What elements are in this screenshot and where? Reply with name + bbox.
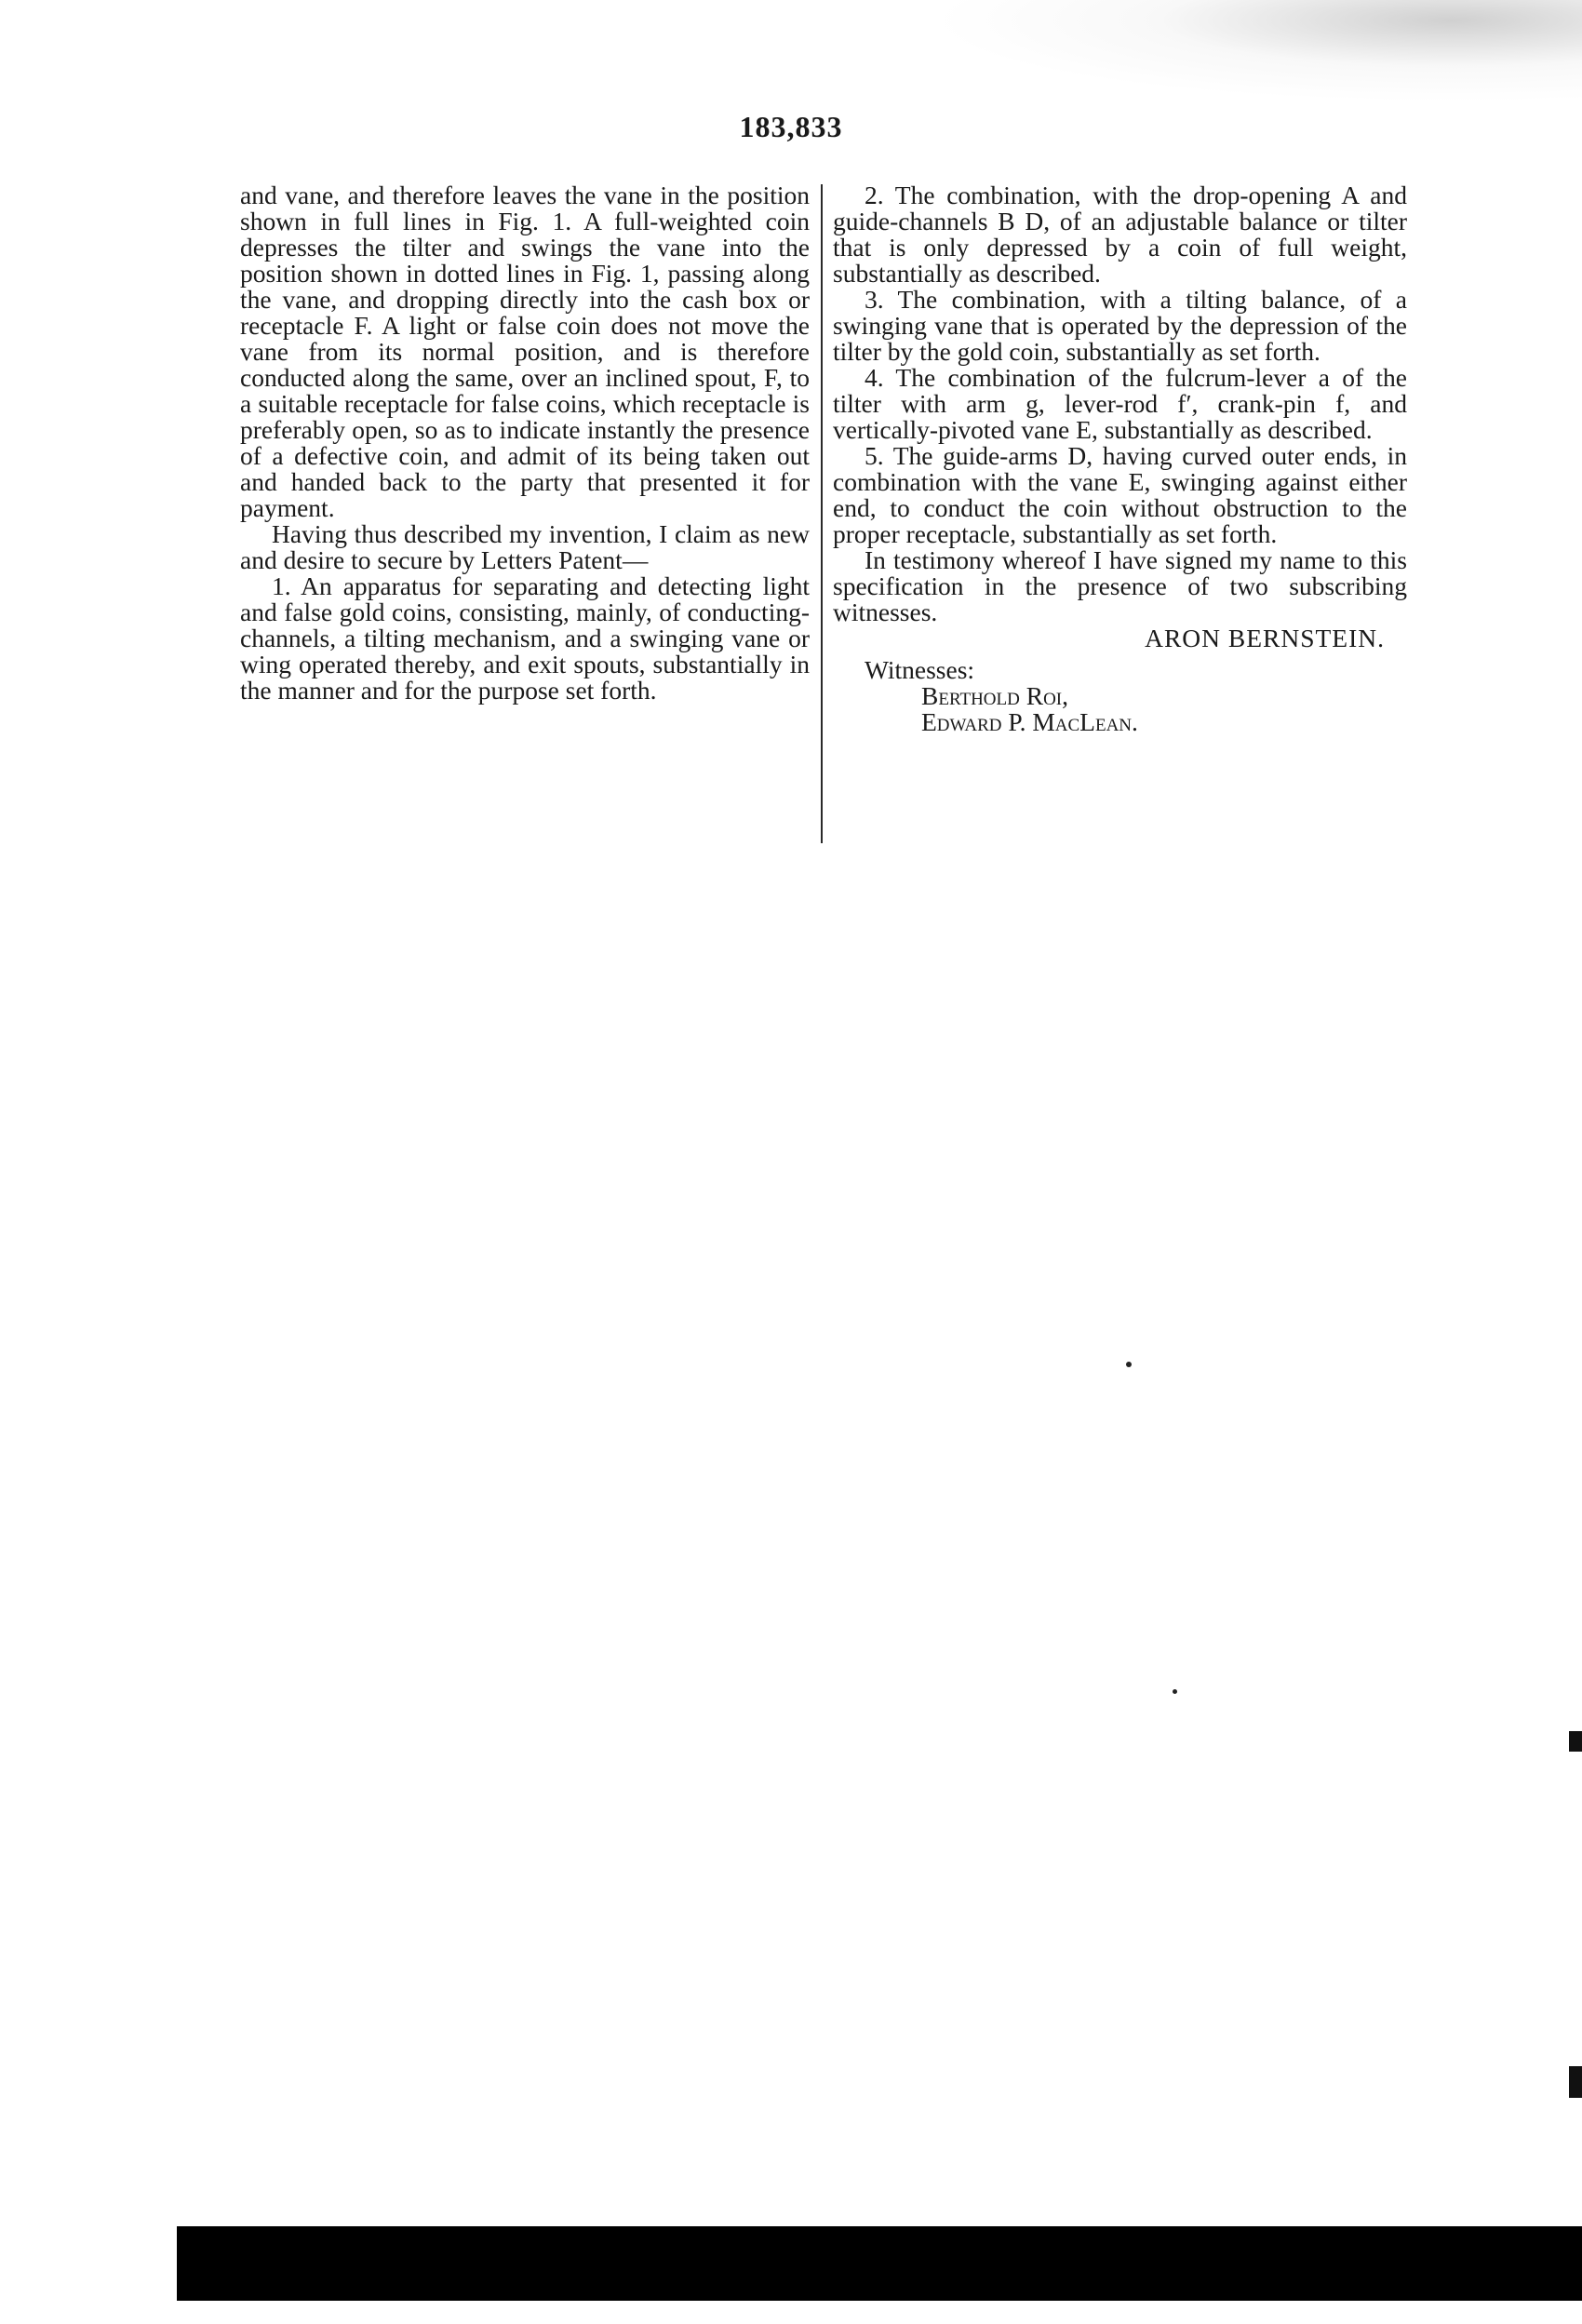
scan-edge-mark (1569, 1731, 1582, 1752)
scan-speck (1173, 1689, 1177, 1694)
testimony-paragraph: In testimony whereof I have signed my name to this specification in the presence of two subscribing witnesses. (833, 545, 1407, 626)
scan-speck (1126, 1362, 1132, 1367)
claim-1: 1. An apparatus for separating and detecting light and false gold coins, consisting, mainly, of conducting-channels, a tilting mechanism, and a swinging vane or wing operated thereby, and exit spouts, substantially in the manner and for the purpose set forth. (240, 571, 810, 705)
column-divider (821, 184, 823, 843)
witness-name: Berthold Roi, (921, 681, 1068, 710)
witnesses-label: Witnesses: (865, 655, 975, 684)
right-column (833, 182, 1407, 735)
claim-3: 3. The combination, with a tilting balance, of a swinging vane that is operated by the depression of the tilter by the gold coin, substantially as set forth. (833, 285, 1407, 366)
left-column (240, 182, 810, 704)
scan-artifact (931, 0, 1582, 102)
claim-2: 2. The combination, with the drop-opening A and guide-channels B D, of an adjustable balance or tilter that is only depressed by a coin of full weight, substantially as described. (833, 181, 1407, 288)
paragraph-claim-intro: Having thus described my invention, I claim as new and desire to secure by Letters Patent— (240, 519, 810, 574)
page-number: 183,833 (739, 110, 843, 143)
claim-5: 5. The guide-arms D, having curved outer ends, in combination with the vane E, swinging against either end, to conduct the coin without obstruction to the proper receptacle, substantially as set forth. (833, 441, 1407, 548)
scan-bottom-border (177, 2226, 1582, 2301)
witness-name: Edward P. MacLean. (921, 707, 1138, 736)
inventor-signature: ARON BERNSTEIN. (1145, 624, 1385, 652)
claim-4: 4. The combination of the fulcrum-lever a of the tilter with arm g, lever-rod f′, crank-pin f, and vertically-pivoted vane E, substantially as described. (833, 363, 1407, 444)
paragraph-continuation: and vane, and therefore leaves the vane in the position shown in full lines in Fig. 1. A full-weighted coin depresses the tilter and swings the vane into the position shown in dotted lines in Fig. 1, passing along the vane, and dropping directly into the cash box or receptacle F. A light or false coin does not move the vane from its normal position, and is therefore conducted along the same, over an inclined spout, F, to a suitable receptacle for false coins, which receptacle is preferably open, so as to indicate instantly the presence of a defective coin, and admit of its being taken out and handed back to the party that presented it for payment. (240, 181, 810, 522)
scan-edge-mark (1569, 2066, 1582, 2098)
